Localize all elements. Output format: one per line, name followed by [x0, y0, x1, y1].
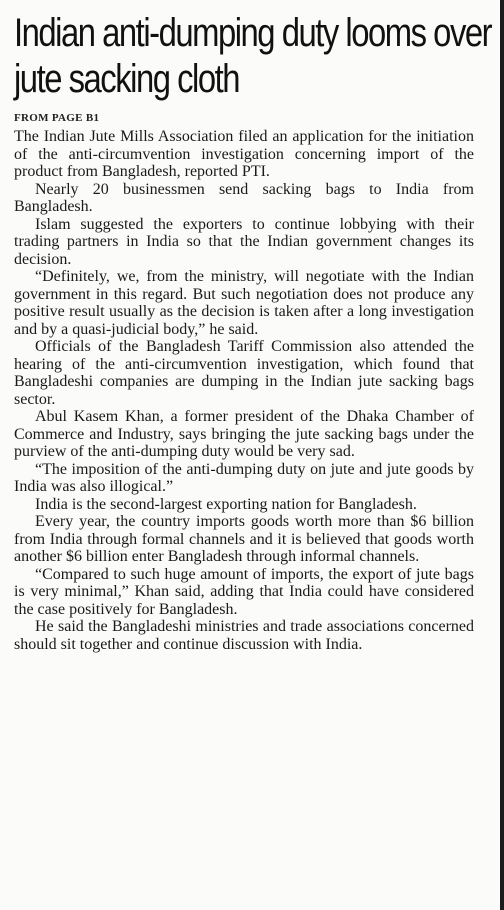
article-paragraph: “Definitely, we, from the ministry, will negotiate with the Indian government in this regard. But such negotiation does not produce any positive result usually as the decision is taken after a long investigation and by a quasi-judicial body,” he said.	[14, 268, 474, 338]
article-paragraph: “Compared to such huge amount of imports, the export of jute bags is very minimal,” Khan said, adding that India could have considered the case positively for Bangladesh.	[14, 565, 474, 618]
article-paragraph: The Indian Jute Mills Association filed an application for the initiation of the anti-circumvention investigation concerning import of the product from Bangladesh, reported PTI.	[14, 128, 474, 180]
article-body	[14, 128, 474, 653]
article-paragraph: “The imposition of the anti-dumping duty on jute and jute goods by India was also illogical.”	[14, 460, 474, 495]
article-paragraph: Nearly 20 businessmen send sacking bags to India from Bangladesh.	[14, 180, 474, 215]
article-headline: Indian anti-dumping duty looms over jute sacking cloth	[14, 11, 492, 101]
article-paragraph: Every year, the country imports goods worth more than $6 billion from India through formal channels and it is believed that goods worth another $6 billion enter Bangladesh through informal channels.	[14, 513, 474, 565]
source-line: FROM PAGE B1	[14, 112, 100, 124]
article-paragraph: India is the second-largest exporting nation for Bangladesh.	[35, 495, 417, 513]
article-paragraph: He said the Bangladeshi ministries and trade associations concerned should sit together and continue discussion with India.	[14, 618, 474, 653]
article-paragraph: Islam suggested the exporters to continue lobbying with their trading partners in India so that the Indian government changes its decision.	[14, 215, 474, 268]
article-paragraph: Officials of the Bangladesh Tariff Commission also attended the hearing of the anti-circumvention investigation, which found that Bangladeshi companies are dumping in the Indian jute sacking bags sector.	[14, 338, 474, 408]
article-paragraph: Abul Kasem Khan, a former president of the Dhaka Chamber of Commerce and Industry, says bringing the jute sacking bags under the purview of the anti-dumping duty would be very sad.	[14, 408, 474, 460]
